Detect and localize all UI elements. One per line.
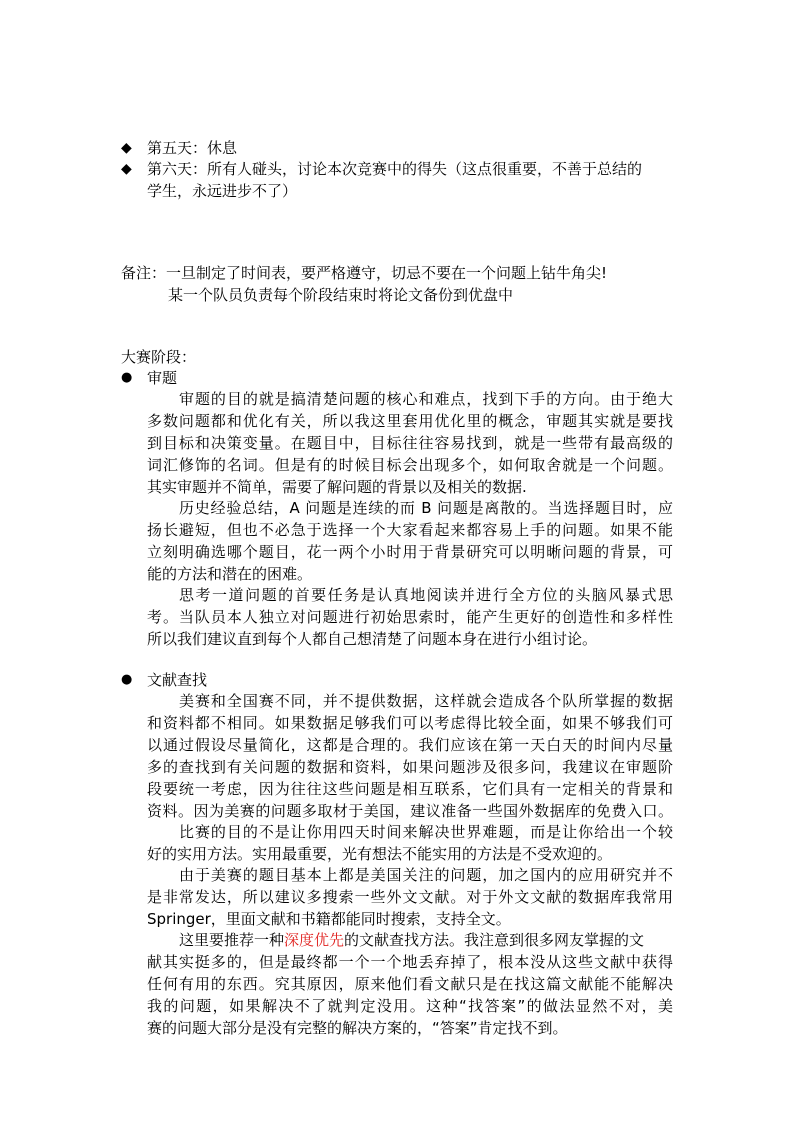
s1-p3-line: 思考一道问题的首要任务是认真地阅读并进行全方位的头脑风暴式思 bbox=[179, 586, 673, 604]
s1-p1-line: 到目标和决策变量。在题目中，目标往往容易找到，就是一些带有最高级的 bbox=[147, 434, 673, 452]
s2-p4-line: 我的问题，如果解决不了就判定没用。这种“找答案”的做法显然不对，美 bbox=[147, 997, 673, 1015]
s1-p3-line: 所以我们建议直到每个人都自己想清楚了问题本身在进行小组讨论。 bbox=[147, 630, 598, 648]
remark-line1: 备注：一旦制定了时间表，要严格遵守，切忌不要在一个问题上钻牛角尖! bbox=[121, 264, 608, 282]
section-title-wenxian: 文献查找 bbox=[147, 671, 208, 689]
dot-bullet-icon: ● bbox=[121, 672, 133, 687]
schedule-day5: 第五天：休息 bbox=[147, 139, 238, 157]
schedule-day6-line1: 第六天：所有人碰头，讨论本次竞赛中的得失（这点很重要，不善于总结的 bbox=[147, 160, 643, 178]
s1-p2-line: 能的方法和潜在的困难。 bbox=[147, 565, 313, 583]
s1-p3-line: 考。当队员本人独立对问题进行初始思索时，能产生更好的创造性和多样性 bbox=[147, 608, 673, 626]
s1-p1-line: 多数问题都和优化有关，所以我这里套用优化里的概念，审题其实就是要找 bbox=[147, 412, 673, 430]
s1-p2-line: 立刻明确选哪个题目，花一两个小时用于背景研究可以明晰问题的背景，可 bbox=[147, 543, 673, 561]
s2-p4-line: 献其实挺多的，但是最终都一个一个地丢弃掉了，根本没从这些文献中获得 bbox=[147, 953, 673, 971]
s2-p1-line: 美赛和全国赛不同，并不提供数据，这样就会造成各个队所掌握的数据 bbox=[179, 692, 673, 710]
section-title-shenti: 审题 bbox=[147, 369, 178, 387]
s1-p1-line: 其实审题并不简单，需要了解问题的背景以及相关的数据. bbox=[147, 478, 527, 496]
stages-heading: 大赛阶段： bbox=[121, 348, 197, 366]
s2-p2-line: 比赛的目的不是让你用四天时间来解决世界难题，而是让你给出一个较 bbox=[179, 823, 673, 841]
dot-bullet-icon: ● bbox=[121, 370, 133, 385]
s2-p1-line: 多的查找到有关问题的数据和资料，如果问题涉及很多问，我建议在审题阶 bbox=[147, 758, 673, 776]
s1-p1-line: 词汇修饰的名词。但是有的时候目标会出现多个，如何取舍就是一个问题。 bbox=[147, 456, 673, 474]
s2-p1-line: 以通过假设尽量简化，这都是合理的。我们应该在第一天白天的时间内尽量 bbox=[147, 736, 673, 754]
s2-p3-line: 是非常发达，所以建议多搜索一些外文文献。对于外文文献的数据库我常用 bbox=[147, 888, 673, 906]
s2-p1-line: 资料。因为美赛的问题多取材于美国，建议准备一些国外数据库的免费入口。 bbox=[147, 802, 673, 820]
s1-p1-line: 审题的目的就是搞清楚问题的核心和难点，找到下手的方向。由于绝大 bbox=[179, 390, 673, 408]
s1-p2-line: 扬长避短，但也不必急于选择一个大家看起来都容易上手的问题。如果不能 bbox=[147, 521, 673, 539]
s2-p4-line: 赛的问题大部分是没有完整的解决方案的，“答案”肯定找不到。 bbox=[147, 1019, 568, 1037]
schedule-day6-line2: 学生，永远进步不了） bbox=[147, 182, 298, 200]
s2-p4-line: 任何有用的东西。究其原因，原来他们看文献只是在找这篇文献能不能解决 bbox=[147, 975, 673, 993]
highlight-depth-first: 深度优先 bbox=[284, 931, 345, 949]
s2-p1-line: 段要统一考虑，因为往往这些问题是相互联系，它们具有一定相关的背景和 bbox=[147, 780, 673, 798]
diamond-bullet-icon: ◆ bbox=[121, 161, 132, 177]
diamond-bullet-icon: ◆ bbox=[121, 140, 132, 156]
s2-p2-line: 好的实用方法。实用最重要，光有想法不能实用的方法是不受欢迎的。 bbox=[147, 845, 613, 863]
s2-p4-line1 bbox=[179, 929, 644, 951]
s2-p3-line: 由于美赛的题目基本上都是美国关注的问题，加之国内的应用研究并不 bbox=[179, 866, 673, 884]
s2-p4-line1-pre: 这里要推荐一种 bbox=[179, 931, 285, 949]
s2-p3-line: Springer，里面文献和书籍都能同时搜索，支持全文。 bbox=[147, 910, 511, 928]
s1-p2-line: 历史经验总结，A 问题是连续的而 B 问题是离散的。当选择题目时，应 bbox=[179, 499, 673, 517]
s2-p4-line1-post: 的文献查找方法。我注意到很多网友掌握的文 bbox=[344, 931, 645, 949]
s2-p1-line: 和资料都不相同。如果数据足够我们可以考虑得比较全面，如果不够我们可 bbox=[147, 714, 673, 732]
remark-line2: 某一个队员负责每个阶段结束时将论文备份到优盘中 bbox=[168, 286, 514, 304]
